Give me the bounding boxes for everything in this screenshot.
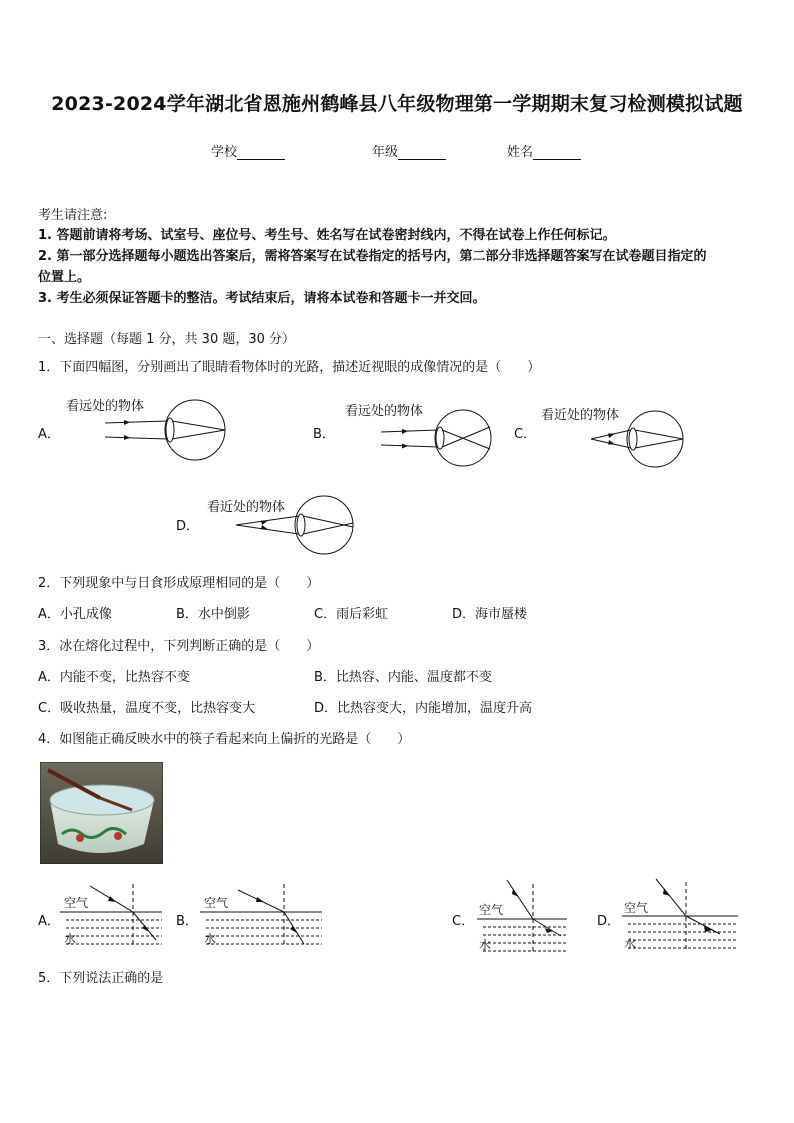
q1-option-d-letter[interactable]: D． [176,519,200,534]
question-4-stem: 4．如图能正确反映水中的筷子看起来向上偏折的光路是（ ） [38,732,411,747]
q2-option-c[interactable]: C．雨后彩虹 [314,607,389,622]
water-label-a: 水 [64,932,77,946]
notice-item-1: 1. 答题前请将考场、试室号、座位号、考生号、姓名写在试卷密封线内，不得在试卷上作任何标记。 [38,228,616,243]
q2-option-a[interactable]: A．小孔成像 [38,607,112,622]
q3-option-c[interactable]: C．吸收热量，温度不变，比热容变大 [38,701,256,716]
q1-option-a-letter[interactable]: A． [38,427,60,442]
q4-diagram-c [477,876,569,956]
water-label-d: 水 [624,937,637,951]
school-blank[interactable] [237,147,285,160]
q1-diagram-d [232,494,357,556]
grade-blank[interactable] [398,147,446,160]
q3-option-d[interactable]: D．比热容变大，内能增加，温度升高 [314,701,533,716]
q1-option-b-letter[interactable]: B． [313,427,335,442]
q4-option-c-letter[interactable]: C． [452,914,475,929]
q3-option-b[interactable]: B．比热容、内能、温度都不变 [314,670,492,685]
section-heading: 一、选择题（每题 1 分，共 30 题，30 分） [38,332,296,347]
question-5-stem: 5．下列说法正确的是 [38,971,164,986]
name-blank[interactable] [533,147,581,160]
air-label-a: 空气 [64,896,89,910]
notice-item-2: 2. 第一部分选择题每小题选出答案后，需将答案写在试卷指定的括号内，第二部分非选择题答案写在试卷题目指定的 [38,249,707,264]
q4-option-b-letter[interactable]: B． [176,914,198,929]
q4-diagram-b [200,882,325,950]
q2-option-b[interactable]: B．水中倒影 [176,607,250,622]
school-label: 学校 [211,145,238,160]
air-label-d: 空气 [624,901,649,915]
q1-option-c-caption: 看近处的物体 [541,408,620,423]
q4-diagram-a [60,882,165,950]
q3-option-a[interactable]: A．内能不变，比热容不变 [38,670,190,685]
water-label-b: 水 [204,932,217,946]
notice-item-2-cont: 位置上。 [38,270,91,285]
grade-field[interactable] [372,141,446,160]
question-2-stem: 2．下列现象中与日食形成原理相同的是（ ） [38,576,320,591]
name-field[interactable] [507,141,581,160]
bowl-chopstick-photo [40,762,163,864]
q1-option-a-caption: 看远处的物体 [66,399,145,414]
air-label-b: 空气 [204,896,229,910]
notice-item-3: 3. 考生必须保证答题卡的整洁。考试结束后，请将本试卷和答题卡一并交回。 [38,291,486,306]
page-title: 2023-2024学年湖北省恩施州鹤峰县八年级物理第一学期期末复习检测模拟试题 [51,93,743,115]
grade-label: 年级 [372,145,399,160]
q1-diagram-c [585,408,690,470]
school-field[interactable] [211,141,285,160]
water-label-c: 水 [479,938,492,952]
q1-diagram-a [100,395,235,465]
q4-diagram-d [622,876,740,956]
q1-option-d-caption: 看近处的物体 [207,500,286,515]
q4-option-a-letter[interactable]: A． [38,914,60,929]
q1-option-c-letter[interactable]: C． [514,427,537,442]
notice-heading: 考生请注意: [38,208,108,223]
q4-option-d-letter[interactable]: D． [597,914,621,929]
q1-diagram-b [378,405,498,470]
air-label-c: 空气 [479,903,504,917]
name-label: 姓名 [507,145,534,160]
q2-option-d[interactable]: D．海市蜃楼 [452,607,528,622]
question-3-stem: 3．冰在熔化过程中，下列判断正确的是（ ） [38,639,320,654]
question-1-stem: 1．下面四幅图，分别画出了眼睛看物体时的光路，描述近视眼的成像情况的是（ ） [38,360,541,375]
q1-option-b-caption: 看远处的物体 [345,404,424,419]
